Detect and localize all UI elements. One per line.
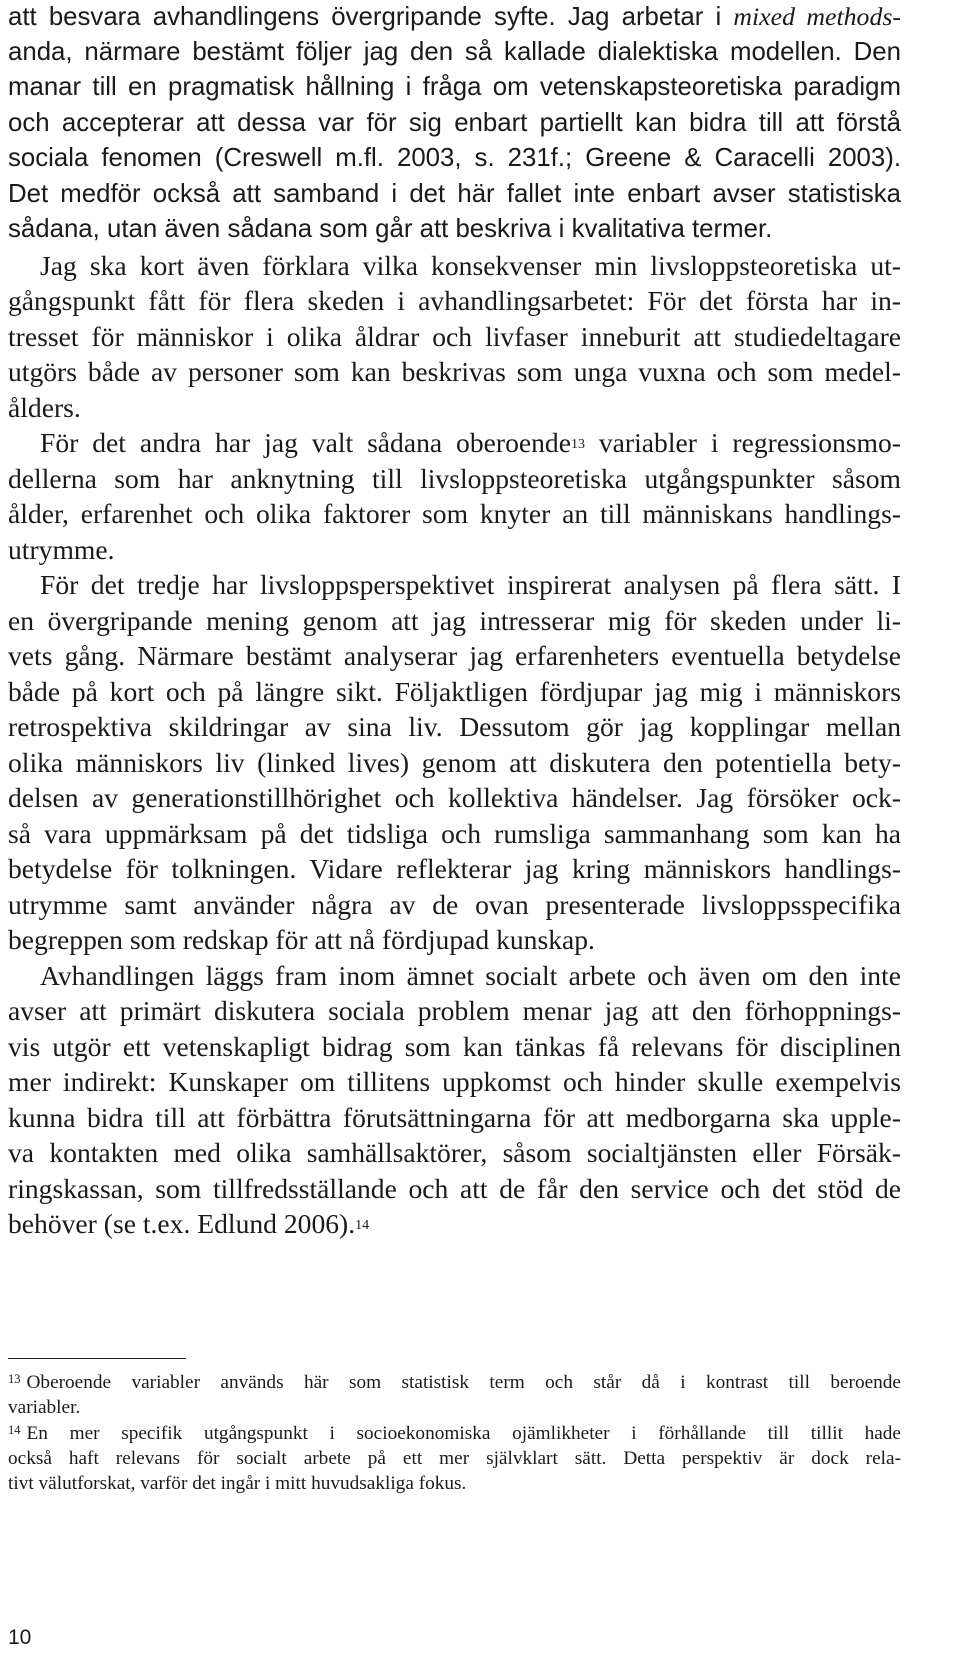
text-line [8, 212, 901, 248]
text-run: anda, närmare bestämt följer jag den så kallade dialektiska modellen. Den [8, 37, 901, 66]
text-line [8, 816, 901, 852]
text-line [8, 780, 901, 816]
text-run: ålders. [8, 391, 81, 423]
text-line [8, 35, 901, 71]
text-line [8, 1206, 901, 1242]
text-line [8, 1064, 901, 1100]
text-run: ålder, erfarenhet och olika faktorer som knyter an till människans handlings- [8, 498, 901, 529]
footnote-number: 14 [8, 1422, 21, 1437]
text-run: och accepterar att dessa var för sig enbart partiellt kan bidra till att förstå [8, 108, 901, 137]
text-run: en övergripande mening genom att jag intresserar mig för skeden under li- [8, 604, 901, 636]
text-run: både på kort och på längre sikt. Följaktligen fördjupar jag mig i människors [8, 675, 901, 707]
text-line [8, 709, 901, 745]
text-run: avser att primärt diskutera sociala problem menar jag att den förhoppnings- [8, 995, 901, 1026]
text-line [8, 1135, 901, 1171]
text-line [8, 177, 901, 213]
text-run: betydelse för tolkningen. Vidare reflekterar jag kring människors handlings- [8, 853, 901, 884]
text-run: utgörs både av personer som kan beskrivas som unga vuxna och som medel- [8, 356, 901, 387]
footnote-text: också haft relevans för socialt arbete på ett mer självklart sätt. Detta perspektiv är dock rela- [8, 1447, 901, 1469]
text-line [8, 958, 901, 994]
text-line [8, 248, 901, 284]
text-run: så vara uppmärksam på det tidsliga och rumsliga sammanhang som kan ha [8, 817, 901, 849]
text-line [8, 1171, 901, 1207]
text-run: sådana, utan även sådana som går att beskriva i kvalitativa termer. [8, 215, 773, 243]
text-line [8, 496, 901, 532]
text-run: behöver (se t.ex. Edlund 2006). [8, 1208, 356, 1239]
footnote-text: tivt välutforskat, varför det ingår i mitt huvudsakliga fokus. [8, 1473, 467, 1495]
footnote-line [8, 1395, 901, 1420]
footnote-line [8, 1370, 901, 1395]
text-line [8, 283, 901, 319]
text-run: utrymme samt använder några av de ovan presenterade livsloppsspecifika [8, 888, 901, 920]
text-run: manar till en pragmatisk hållning i fråga om vetenskapsteoretiska paradigm [8, 73, 901, 101]
page-number: 10 [8, 1626, 32, 1649]
text-run: vets gång. Närmare bestämt analyserar jag erfarenheters eventuella betydelse [8, 640, 901, 671]
footnote-number: 13 [8, 1372, 21, 1386]
text-run: För det andra har jag valt sådana oberoende [40, 427, 571, 458]
text-line [8, 141, 901, 177]
footnote-reference[interactable]: 14 [355, 1218, 370, 1233]
text-run: variabler i regressionsmo- [584, 427, 901, 458]
text-line [8, 0, 901, 35]
text-run: att besvara avhandlingens övergripande syfte. Jag arbetar i [8, 3, 734, 31]
footnote-line [8, 1471, 901, 1496]
text-run: Avhandlingen läggs fram inom ämnet socialt arbete och även om den inte [40, 959, 901, 991]
text-line [8, 532, 901, 568]
footnote-text: En mer specifik utgångspunkt i socioekonomiska ojämlikheter i förhållande till tillit hade [26, 1422, 901, 1444]
footnote-text: variabler. [8, 1397, 81, 1419]
footnote-line [8, 1446, 901, 1471]
text-line [8, 319, 901, 355]
text-line [8, 70, 901, 106]
emphasis-text: mixed methods- [733, 2, 901, 31]
text-line [8, 922, 901, 958]
text-line [8, 1029, 901, 1065]
text-line [8, 106, 901, 142]
footnote-separator [8, 1358, 186, 1359]
text-run: Jag ska kort även förklara vilka konsekvenser min livsloppsteoretiska ut- [40, 249, 901, 281]
text-run: kunna bidra till att förbättra förutsättningarna för att medborgarna ska upple- [8, 1101, 901, 1133]
text-run: retrospektiva skildringar av sina liv. Dessutom gör jag kopplingar mellan [8, 711, 901, 742]
text-line [8, 887, 901, 923]
footnote-reference[interactable]: 13 [570, 437, 585, 452]
text-run: utrymme. [8, 533, 115, 565]
text-line [8, 461, 901, 497]
footnote-line [8, 1421, 901, 1446]
text-line [8, 674, 901, 710]
text-run: delsen av generationstillhörighet och kollektiva händelser. Jag försöker ock- [8, 782, 901, 813]
text-run: dellerna som har anknytning till livsloppsteoretiska utgångspunkter såsom [8, 462, 901, 494]
text-run: va kontakten med olika samhällsaktörer, såsom socialtjänsten eller Försäk- [8, 1137, 901, 1168]
text-run: mer indirekt: Kunskaper om tillitens uppkomst och hinder skulle exempelvis [8, 1066, 901, 1097]
footnote-text: Oberoende variabler används här som statistisk term och står då i kontrast till beroende [26, 1372, 901, 1393]
text-run: tresset för människor i olika åldrar och livfaser inneburit att studiedeltagare [8, 320, 901, 352]
text-line [8, 851, 901, 887]
text-line [8, 425, 901, 461]
text-line [8, 993, 901, 1029]
text-line [8, 567, 901, 603]
text-run: sociala fenomen (Creswell m.fl. 2003, s. 231f.; Greene & Caracelli 2003). [8, 144, 901, 172]
text-run: vis utgör ett vetenskapligt bidrag som kan tänkas få relevans för disciplinen [8, 1030, 901, 1062]
body-text [8, 0, 901, 1242]
text-line [8, 603, 901, 639]
text-run: Det medför också att samband i det här fallet inte enbart avser statistiska [8, 179, 901, 208]
text-run: olika människors liv (linked lives) genom att diskutera den potentiella bety- [8, 746, 901, 778]
text-line [8, 390, 901, 426]
text-run: begreppen som redskap för att nå fördjupad kunskap. [8, 924, 595, 955]
text-run: ringskassan, som tillfredsställande och att de får den service och det stöd de [8, 1172, 901, 1204]
footnotes [8, 1370, 901, 1496]
text-line [8, 638, 901, 674]
text-run: gångspunkt fått för flera skeden i avhandlingsarbetet: För det första har in- [8, 285, 901, 316]
text-line [8, 354, 901, 390]
text-run: För det tredje har livsloppsperspektivet inspirerat analysen på flera sätt. I [40, 569, 901, 600]
text-line [8, 1100, 901, 1136]
text-line [8, 745, 901, 781]
